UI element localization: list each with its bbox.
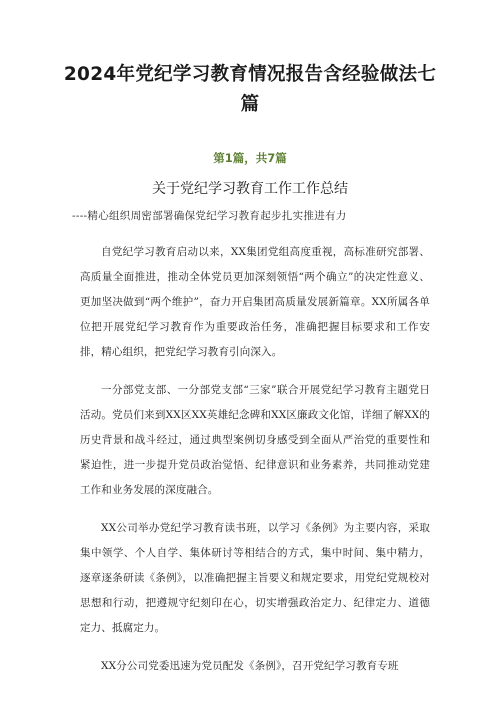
body-text [80, 240, 430, 692]
part-indicator: 第1篇，共7篇 [213, 151, 287, 165]
paragraph: 自党纪学习教育启动以来，XX集团党组高度重视，高标准研究部署、高质量全面推进，推动全体党员更加深刻领悟“两个确立”的决定性意义、更加坚决做到“两个维护”，奋力开启集团高质量发展新篇章。XX所属各单位把开展党纪学习教育作为重要政治任务，准确把握目标要求和工作安排，精心组织，把党纪学习教育引向深入。 [80, 246, 430, 358]
section-subtitle: ----精心组织周密部署确保党纪学习教育起步扎实推进有力 [72, 210, 347, 222]
paragraph: XX分公司党委迅速为党员配发《条例》，召开党纪学习教育专班 [101, 660, 399, 672]
paragraph: 一分部党支部、一分部党支部“三家”联合开展党纪学习教育主题党日活动。党员们来到XX区XX英雄纪念碑和XX区廉政文化馆，详细了解XX的历史背景和战斗经过，通过典型案例切身感受到全面从严治党的重要性和紧迫性，进一步提升党员政治觉悟、纪律意识和业务素养，共同推动党建工作和业务发展的深度融合。 [80, 384, 430, 496]
paragraph: XX公司举办党纪学习教育读书班，以学习《条例》为主要内容，采取集中领学、个人自学、集体研讨等相结合的方式，集中时间、集中精力，逐章逐条研读《条例》，以准确把握主旨要义和规定要求，用党纪党规校对思想和行动，把遵规守纪刻印在心，切实增强政治定力、纪律定力、道德定力、抵腐定力。 [80, 522, 430, 634]
section-title: 关于党纪学习教育工作工作总结 [152, 181, 348, 197]
document-title: 2024年党纪学习教育情况报告含经验做法七篇 [63, 64, 437, 115]
